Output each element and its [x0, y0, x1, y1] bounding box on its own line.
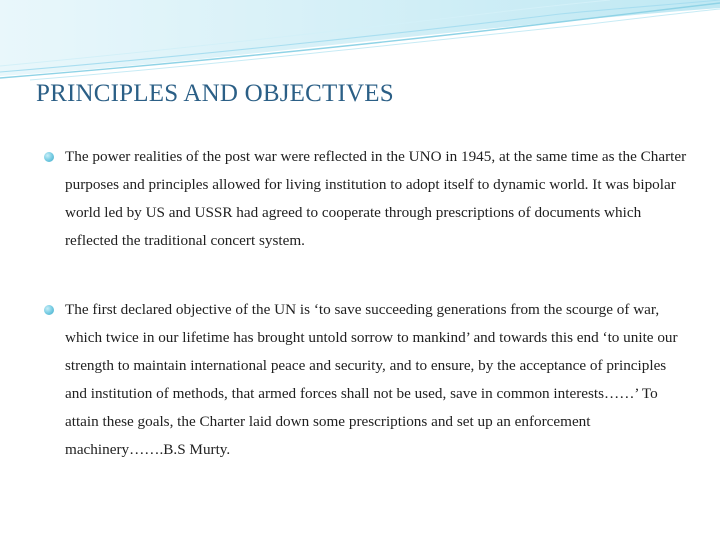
bullet-marker-icon: [44, 152, 54, 162]
bullet-text: The power realities of the post war were reflected in the UNO in 1945, at the same time as the Charter purposes and principles allowed for living institution to adopt itself to dynamic world. It was bipolar world led by US and USSR had agreed to cooperate through prescriptions of documents which reflected the traditional concert system.: [65, 148, 687, 249]
header-wave-fill: [0, 0, 720, 76]
slide-title: PRINCIPLES AND OBJECTIVES: [36, 80, 394, 107]
bullet-text: The first declared objective of the UN is ‘to save succeeding generations from the scourge of war, which twice in our lifetime has brought untold sorrow to mankind’ and towards this end ‘to unite our strength to maintain international peace and security, and to ensure, by the acceptance of principles and institution of methods, that armed forces shall not be used, save in common interests……’ To attain these goals, the Charter laid down some prescriptions and set up an enforcement machinery…….B.S Murty.: [65, 301, 678, 458]
bullet-item: [44, 143, 690, 255]
bullet-marker-icon: [44, 305, 54, 315]
bullet-item: [44, 296, 690, 464]
